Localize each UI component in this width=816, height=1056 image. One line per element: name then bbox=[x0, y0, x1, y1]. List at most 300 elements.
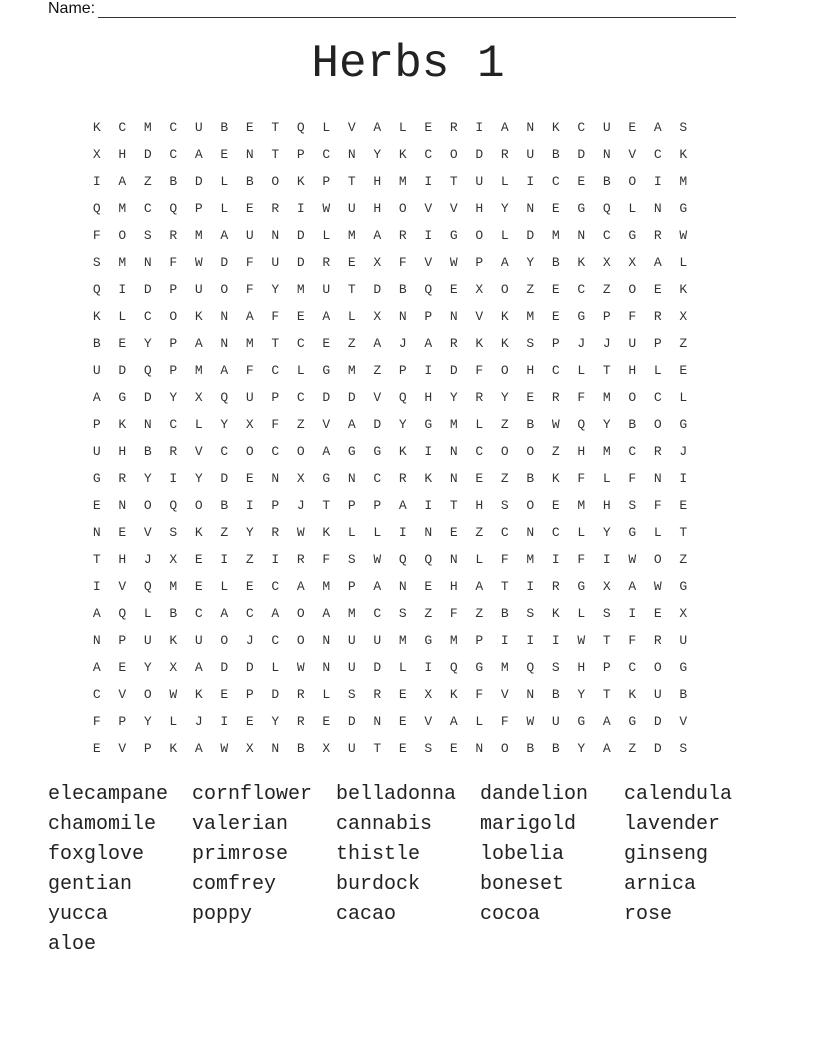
grid-letter: E bbox=[449, 525, 458, 540]
grid-letter: B bbox=[551, 687, 560, 702]
grid-letter: T bbox=[449, 174, 458, 189]
grid-letter: Q bbox=[169, 201, 178, 216]
grid-letter: I bbox=[551, 633, 560, 648]
grid-letter: D bbox=[271, 687, 280, 702]
grid-letter: L bbox=[373, 525, 382, 540]
grid-letter: R bbox=[653, 309, 662, 324]
grid-row bbox=[84, 546, 738, 573]
grid-letter: H bbox=[373, 174, 382, 189]
grid-letter: L bbox=[220, 201, 229, 216]
grid-letter: M bbox=[194, 228, 203, 243]
grid-letter: A bbox=[602, 714, 611, 729]
grid-letter: S bbox=[347, 687, 356, 702]
grid-letter: P bbox=[475, 633, 484, 648]
grid-letter: B bbox=[500, 606, 509, 621]
grid-letter: X bbox=[424, 687, 433, 702]
grid-letter: H bbox=[424, 390, 433, 405]
grid-letter: I bbox=[92, 174, 101, 189]
grid-letter: Z bbox=[500, 417, 509, 432]
name-field[interactable] bbox=[48, 0, 736, 18]
grid-letter: H bbox=[118, 444, 127, 459]
grid-letter: Q bbox=[169, 498, 178, 513]
grid-letter: X bbox=[245, 741, 254, 756]
grid-letter: Y bbox=[500, 201, 509, 216]
grid-letter: G bbox=[424, 633, 433, 648]
grid-letter: Q bbox=[220, 390, 229, 405]
page-title: Herbs 1 bbox=[311, 38, 505, 90]
grid-letter: D bbox=[118, 363, 127, 378]
grid-letter: H bbox=[475, 201, 484, 216]
grid-letter: I bbox=[220, 552, 229, 567]
grid-letter: F bbox=[653, 498, 662, 513]
grid-letter: R bbox=[271, 201, 280, 216]
grid-letter: C bbox=[169, 147, 178, 162]
grid-letter: P bbox=[271, 498, 280, 513]
grid-letter: M bbox=[347, 228, 356, 243]
grid-letter: E bbox=[398, 741, 407, 756]
grid-letter: L bbox=[271, 660, 280, 675]
grid-letter: O bbox=[169, 309, 178, 324]
grid-letter: K bbox=[449, 687, 458, 702]
grid-letter: W bbox=[653, 579, 662, 594]
grid-letter: P bbox=[398, 363, 407, 378]
word-item: yucca bbox=[48, 903, 109, 926]
grid-letter: C bbox=[475, 444, 484, 459]
grid-letter: S bbox=[92, 255, 101, 270]
grid-letter: D bbox=[220, 255, 229, 270]
grid-letter: A bbox=[271, 606, 280, 621]
grid-letter: N bbox=[653, 201, 662, 216]
grid-letter: S bbox=[398, 606, 407, 621]
grid-letter: Z bbox=[602, 282, 611, 297]
grid-letter: U bbox=[551, 714, 560, 729]
grid-letter: V bbox=[118, 579, 127, 594]
grid-letter: F bbox=[245, 255, 254, 270]
grid-letter: P bbox=[653, 336, 662, 351]
grid-letter: K bbox=[169, 741, 178, 756]
grid-letter: X bbox=[628, 255, 637, 270]
grid-letter: K bbox=[500, 309, 509, 324]
grid-letter: G bbox=[679, 417, 688, 432]
grid-letter: B bbox=[526, 741, 535, 756]
grid-letter: X bbox=[475, 282, 484, 297]
grid-letter: Y bbox=[143, 714, 152, 729]
grid-letter: L bbox=[118, 309, 127, 324]
grid-letter: R bbox=[169, 228, 178, 243]
grid-letter: L bbox=[475, 552, 484, 567]
grid-letter: L bbox=[220, 579, 229, 594]
grid-row bbox=[84, 357, 738, 384]
grid-letter: U bbox=[92, 444, 101, 459]
grid-letter: C bbox=[143, 309, 152, 324]
grid-letter: L bbox=[398, 120, 407, 135]
grid-letter: O bbox=[500, 363, 509, 378]
grid-letter: E bbox=[449, 741, 458, 756]
grid-letter: S bbox=[143, 228, 152, 243]
grid-letter: V bbox=[118, 687, 127, 702]
grid-letter: D bbox=[245, 660, 254, 675]
word-item: aloe bbox=[48, 933, 97, 956]
grid-letter: A bbox=[296, 579, 305, 594]
grid-letter: M bbox=[602, 444, 611, 459]
grid-letter: E bbox=[398, 714, 407, 729]
word-item: calendula bbox=[624, 783, 733, 806]
grid-letter: V bbox=[449, 201, 458, 216]
grid-letter: E bbox=[245, 579, 254, 594]
grid-letter: E bbox=[551, 309, 560, 324]
grid-letter: I bbox=[271, 552, 280, 567]
grid-letter: K bbox=[551, 120, 560, 135]
grid-letter: G bbox=[92, 471, 101, 486]
grid-letter: N bbox=[424, 525, 433, 540]
word-item: ginseng bbox=[624, 843, 709, 866]
grid-letter: V bbox=[322, 417, 331, 432]
grid-letter: N bbox=[271, 471, 280, 486]
grid-letter: L bbox=[143, 606, 152, 621]
grid-letter: A bbox=[653, 120, 662, 135]
grid-letter: K bbox=[424, 471, 433, 486]
grid-letter: O bbox=[143, 498, 152, 513]
grid-letter: O bbox=[653, 660, 662, 675]
grid-letter: E bbox=[449, 282, 458, 297]
word-item: cocoa bbox=[480, 903, 541, 926]
grid-letter: N bbox=[92, 633, 101, 648]
grid-letter: W bbox=[679, 228, 688, 243]
grid-letter: K bbox=[194, 309, 203, 324]
grid-letter: V bbox=[424, 255, 433, 270]
grid-letter: Y bbox=[194, 471, 203, 486]
grid-letter: U bbox=[347, 741, 356, 756]
grid-letter: W bbox=[449, 255, 458, 270]
grid-letter: K bbox=[679, 147, 688, 162]
grid-letter: X bbox=[194, 390, 203, 405]
grid-letter: Y bbox=[271, 282, 280, 297]
grid-letter: J bbox=[602, 336, 611, 351]
grid-letter: A bbox=[500, 255, 509, 270]
word-item: foxglove bbox=[48, 843, 145, 866]
name-underline bbox=[98, 2, 736, 18]
grid-letter: O bbox=[398, 201, 407, 216]
grid-letter: V bbox=[628, 147, 637, 162]
grid-row bbox=[84, 303, 738, 330]
word-item: lobelia bbox=[480, 843, 565, 866]
grid-letter: D bbox=[653, 714, 662, 729]
grid-letter: M bbox=[602, 390, 611, 405]
word-item: elecampane bbox=[48, 783, 169, 806]
grid-letter: R bbox=[373, 687, 382, 702]
grid-letter: D bbox=[577, 147, 586, 162]
grid-letter: U bbox=[245, 390, 254, 405]
word-item: rose bbox=[624, 903, 673, 926]
grid-letter: R bbox=[169, 444, 178, 459]
grid-letter: E bbox=[118, 336, 127, 351]
grid-letter: I bbox=[424, 363, 433, 378]
grid-letter: Z bbox=[526, 282, 535, 297]
grid-row bbox=[84, 627, 738, 654]
word-item: thistle bbox=[336, 843, 421, 866]
grid-letter: F bbox=[92, 714, 101, 729]
grid-letter: P bbox=[194, 201, 203, 216]
grid-letter: B bbox=[551, 147, 560, 162]
grid-letter: F bbox=[475, 687, 484, 702]
grid-letter: X bbox=[373, 255, 382, 270]
grid-letter: C bbox=[322, 147, 331, 162]
grid-letter: W bbox=[373, 552, 382, 567]
grid-letter: G bbox=[373, 444, 382, 459]
grid-letter: N bbox=[347, 147, 356, 162]
grid-letter: K bbox=[398, 444, 407, 459]
grid-letter: M bbox=[347, 363, 356, 378]
grid-letter: L bbox=[653, 525, 662, 540]
word-item: valerian bbox=[192, 813, 289, 836]
grid-letter: C bbox=[373, 606, 382, 621]
grid-letter: E bbox=[424, 120, 433, 135]
word-row bbox=[48, 840, 768, 870]
grid-letter: K bbox=[296, 174, 305, 189]
grid-letter: C bbox=[118, 120, 127, 135]
grid-letter: G bbox=[347, 444, 356, 459]
word-item: dandelion bbox=[480, 783, 589, 806]
grid-letter: G bbox=[628, 525, 637, 540]
grid-letter: G bbox=[577, 579, 586, 594]
grid-letter: Z bbox=[347, 336, 356, 351]
grid-letter: N bbox=[577, 228, 586, 243]
grid-letter: A bbox=[194, 660, 203, 675]
grid-letter: H bbox=[475, 498, 484, 513]
grid-letter: X bbox=[373, 309, 382, 324]
word-row bbox=[48, 810, 768, 840]
grid-letter: S bbox=[526, 606, 535, 621]
grid-letter: Z bbox=[475, 606, 484, 621]
grid-letter: Y bbox=[143, 660, 152, 675]
grid-letter: O bbox=[628, 282, 637, 297]
word-item: chamomile bbox=[48, 813, 157, 836]
grid-letter: O bbox=[500, 741, 509, 756]
grid-letter: Q bbox=[424, 282, 433, 297]
grid-letter: D bbox=[475, 147, 484, 162]
grid-letter: L bbox=[500, 228, 509, 243]
grid-letter: M bbox=[449, 633, 458, 648]
grid-letter: J bbox=[577, 336, 586, 351]
grid-letter: J bbox=[679, 444, 688, 459]
grid-letter: W bbox=[526, 714, 535, 729]
grid-letter: A bbox=[398, 498, 407, 513]
grid-letter: I bbox=[653, 174, 662, 189]
grid-letter: A bbox=[322, 444, 331, 459]
grid-letter: K bbox=[194, 525, 203, 540]
grid-letter: V bbox=[500, 687, 509, 702]
grid-letter: A bbox=[92, 660, 101, 675]
grid-letter: Q bbox=[577, 417, 586, 432]
grid-letter: E bbox=[220, 687, 229, 702]
grid-letter: A bbox=[653, 255, 662, 270]
grid-letter: Z bbox=[679, 552, 688, 567]
grid-letter: M bbox=[245, 336, 254, 351]
grid-letter: F bbox=[271, 309, 280, 324]
grid-letter: N bbox=[143, 255, 152, 270]
grid-letter: V bbox=[118, 741, 127, 756]
grid-letter: C bbox=[92, 687, 101, 702]
grid-letter: P bbox=[245, 687, 254, 702]
grid-letter: F bbox=[500, 714, 509, 729]
grid-letter: E bbox=[653, 282, 662, 297]
grid-letter: N bbox=[398, 579, 407, 594]
grid-letter: B bbox=[169, 174, 178, 189]
grid-letter: Y bbox=[398, 417, 407, 432]
grid-letter: G bbox=[118, 390, 127, 405]
grid-letter: U bbox=[194, 120, 203, 135]
grid-letter: F bbox=[628, 633, 637, 648]
grid-row bbox=[84, 195, 738, 222]
grid-letter: I bbox=[526, 579, 535, 594]
grid-letter: U bbox=[347, 660, 356, 675]
grid-letter: U bbox=[322, 282, 331, 297]
grid-letter: R bbox=[449, 336, 458, 351]
grid-letter: Q bbox=[526, 660, 535, 675]
grid-row bbox=[84, 168, 738, 195]
grid-letter: M bbox=[398, 633, 407, 648]
grid-letter: B bbox=[628, 417, 637, 432]
grid-letter: E bbox=[551, 282, 560, 297]
grid-letter: Z bbox=[245, 552, 254, 567]
grid-letter: S bbox=[628, 498, 637, 513]
grid-letter: B bbox=[551, 255, 560, 270]
grid-letter: N bbox=[449, 471, 458, 486]
grid-letter: D bbox=[526, 228, 535, 243]
grid-letter: O bbox=[653, 417, 662, 432]
grid-letter: N bbox=[653, 471, 662, 486]
grid-row bbox=[84, 492, 738, 519]
grid-letter: A bbox=[194, 147, 203, 162]
grid-letter: T bbox=[92, 552, 101, 567]
grid-row bbox=[84, 276, 738, 303]
word-item: burdock bbox=[336, 873, 421, 896]
grid-letter: U bbox=[373, 633, 382, 648]
grid-letter: X bbox=[679, 309, 688, 324]
grid-letter: Y bbox=[143, 471, 152, 486]
grid-letter: U bbox=[347, 633, 356, 648]
grid-letter: I bbox=[551, 552, 560, 567]
grid-letter: B bbox=[602, 174, 611, 189]
grid-letter: S bbox=[500, 498, 509, 513]
grid-letter: E bbox=[526, 390, 535, 405]
grid-letter: E bbox=[577, 174, 586, 189]
grid-letter: O bbox=[475, 228, 484, 243]
grid-letter: F bbox=[92, 228, 101, 243]
grid-letter: K bbox=[551, 606, 560, 621]
grid-letter: P bbox=[169, 336, 178, 351]
grid-letter: N bbox=[271, 741, 280, 756]
grid-letter: K bbox=[92, 120, 101, 135]
grid-letter: R bbox=[449, 120, 458, 135]
grid-letter: O bbox=[296, 606, 305, 621]
grid-letter: E bbox=[245, 714, 254, 729]
word-row bbox=[48, 870, 768, 900]
grid-letter: P bbox=[118, 633, 127, 648]
grid-letter: D bbox=[194, 174, 203, 189]
grid-letter: J bbox=[245, 633, 254, 648]
grid-letter: G bbox=[628, 228, 637, 243]
grid-letter: Q bbox=[398, 552, 407, 567]
grid-letter: S bbox=[526, 336, 535, 351]
grid-letter: Z bbox=[220, 525, 229, 540]
grid-letter: C bbox=[628, 444, 637, 459]
grid-letter: V bbox=[194, 444, 203, 459]
grid-letter: Z bbox=[500, 471, 509, 486]
grid-row bbox=[84, 330, 738, 357]
grid-letter: W bbox=[220, 741, 229, 756]
grid-letter: A bbox=[220, 363, 229, 378]
grid-letter: B bbox=[679, 687, 688, 702]
grid-letter: R bbox=[475, 390, 484, 405]
grid-letter: I bbox=[526, 633, 535, 648]
grid-letter: O bbox=[271, 174, 280, 189]
grid-letter: H bbox=[118, 147, 127, 162]
grid-letter: F bbox=[577, 552, 586, 567]
grid-letter: I bbox=[679, 471, 688, 486]
grid-letter: U bbox=[347, 201, 356, 216]
grid-row bbox=[84, 249, 738, 276]
grid-letter: D bbox=[143, 282, 152, 297]
grid-letter: M bbox=[169, 579, 178, 594]
grid-letter: U bbox=[628, 336, 637, 351]
grid-letter: F bbox=[475, 363, 484, 378]
grid-letter: O bbox=[526, 498, 535, 513]
word-item: comfrey bbox=[192, 873, 277, 896]
grid-letter: X bbox=[679, 606, 688, 621]
grid-letter: N bbox=[271, 228, 280, 243]
grid-letter: U bbox=[271, 255, 280, 270]
grid-letter: P bbox=[373, 498, 382, 513]
grid-letter: P bbox=[322, 174, 331, 189]
grid-letter: C bbox=[271, 579, 280, 594]
grid-letter: P bbox=[92, 417, 101, 432]
grid-letter: N bbox=[449, 309, 458, 324]
grid-letter: C bbox=[500, 525, 509, 540]
grid-letter: H bbox=[577, 444, 586, 459]
grid-letter: T bbox=[271, 147, 280, 162]
grid-letter: N bbox=[526, 687, 535, 702]
grid-letter: Y bbox=[143, 336, 152, 351]
grid-letter: G bbox=[577, 714, 586, 729]
grid-letter: H bbox=[602, 498, 611, 513]
grid-letter: C bbox=[220, 444, 229, 459]
grid-letter: C bbox=[194, 606, 203, 621]
grid-letter: T bbox=[271, 336, 280, 351]
grid-letter: D bbox=[296, 228, 305, 243]
grid-letter: O bbox=[220, 633, 229, 648]
grid-letter: L bbox=[577, 525, 586, 540]
grid-letter: O bbox=[500, 282, 509, 297]
grid-letter: A bbox=[194, 741, 203, 756]
grid-letter: M bbox=[143, 120, 152, 135]
grid-letter: N bbox=[526, 201, 535, 216]
grid-letter: U bbox=[526, 147, 535, 162]
grid-letter: E bbox=[296, 309, 305, 324]
grid-letter: V bbox=[143, 525, 152, 540]
grid-letter: A bbox=[373, 228, 382, 243]
grid-letter: E bbox=[424, 579, 433, 594]
grid-letter: C bbox=[628, 660, 637, 675]
grid-letter: Y bbox=[271, 714, 280, 729]
grid-letter: O bbox=[296, 444, 305, 459]
grid-letter: N bbox=[398, 309, 407, 324]
grid-letter: T bbox=[373, 741, 382, 756]
grid-letter: B bbox=[551, 741, 560, 756]
grid-letter: D bbox=[296, 255, 305, 270]
grid-letter: B bbox=[220, 498, 229, 513]
grid-row bbox=[84, 384, 738, 411]
